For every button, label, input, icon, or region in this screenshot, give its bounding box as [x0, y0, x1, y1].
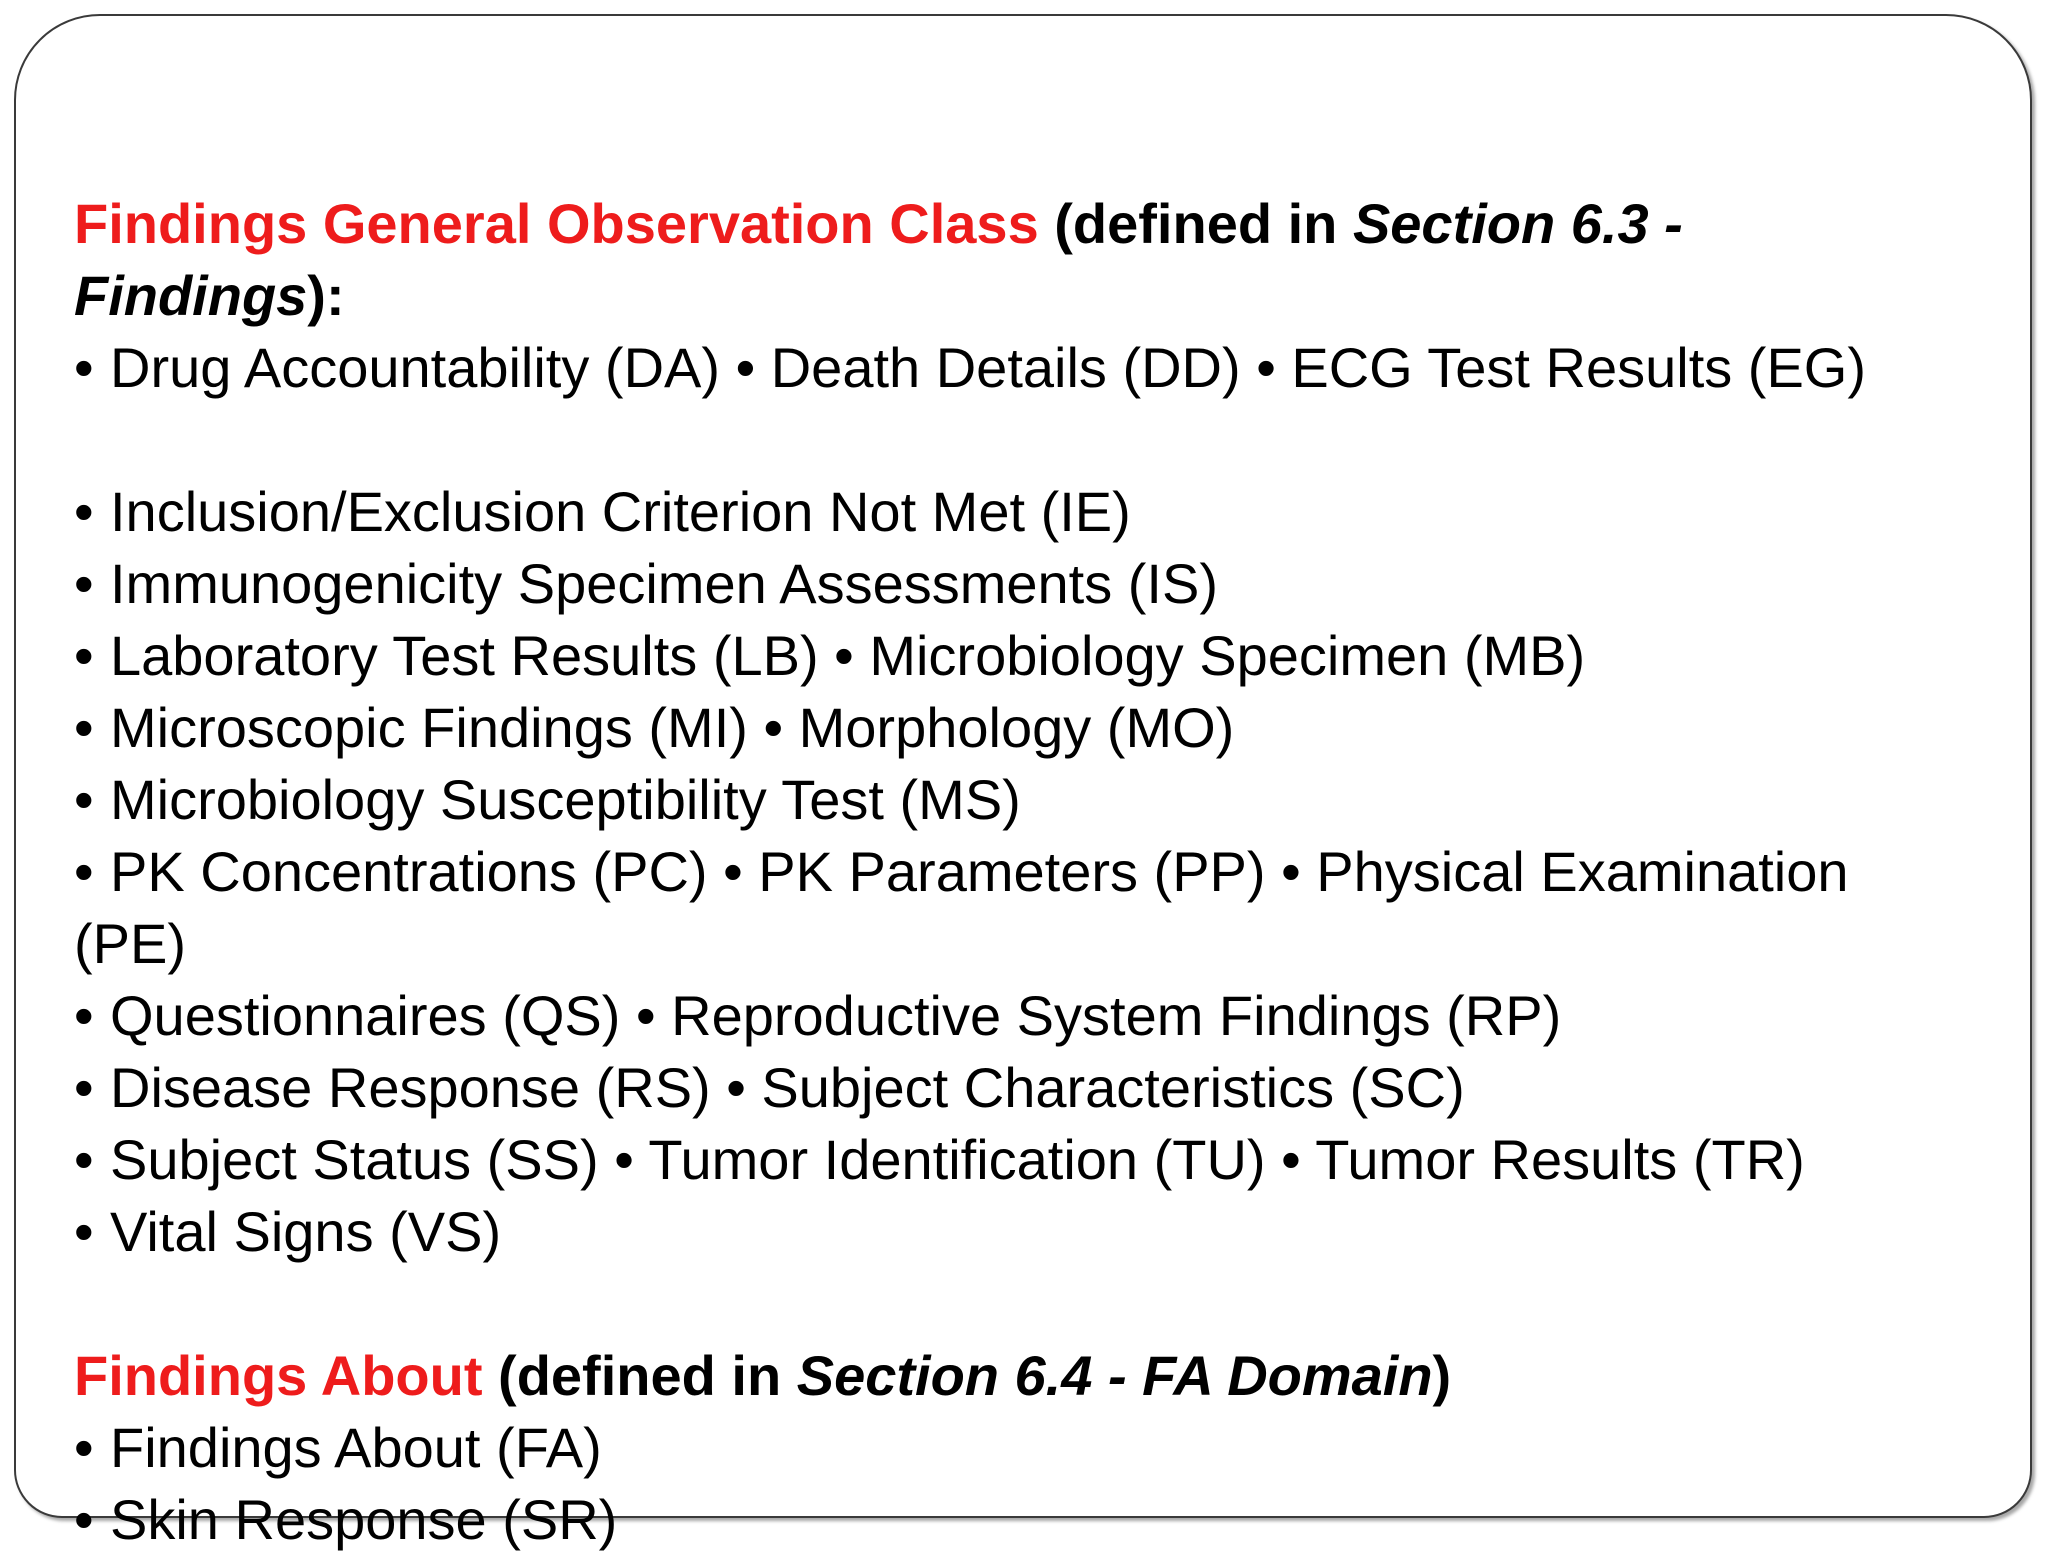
findings-heading-line-1 [74, 188, 2004, 260]
list-item-text: Findings About (FA) [110, 1416, 602, 1479]
list-item-text: Microscopic Findings (MI) • Morphology (MO) [110, 696, 1235, 759]
list-item [74, 1412, 2004, 1484]
bullet: • [74, 696, 94, 759]
list-item-text: Microbiology Susceptibility Test (MS) [110, 768, 1021, 831]
list-item-text: Questionnaires (QS) • Reproductive System Findings (RP) [110, 984, 1562, 1047]
findings-heading-close: ): [307, 264, 345, 327]
findings-about-close: ) [1432, 1344, 1452, 1407]
bullet: • [74, 624, 94, 687]
findings-about-heading [74, 1340, 2004, 1412]
bullet: • [74, 984, 94, 1047]
list-item-text: Vital Signs (VS) [110, 1200, 502, 1263]
findings-heading-title: Findings General Observation Class [74, 192, 1039, 255]
list-item [74, 1052, 2004, 1124]
list-item [74, 548, 2004, 620]
list-item [74, 620, 2004, 692]
bullet: • [74, 1488, 94, 1551]
list-item [74, 836, 2004, 908]
bullet: • [74, 768, 94, 831]
bullet: • [74, 1200, 94, 1263]
blank-line [74, 404, 2004, 476]
findings-about-title: Findings About [74, 1344, 483, 1407]
findings-about-section-ref: Section 6.4 - FA Domain [796, 1344, 1433, 1407]
list-item [74, 764, 2004, 836]
list-item-text: (PE) [74, 912, 186, 975]
list-item [74, 692, 2004, 764]
findings-heading-line-2 [74, 260, 2004, 332]
list-item-text: Drug Accountability (DA) • Death Details (DD) • ECG Test Results (EG) [110, 336, 1867, 399]
bullet: • [74, 1128, 94, 1191]
list-item-continuation [74, 908, 2004, 980]
findings-about-defined-in: (defined in [482, 1344, 797, 1407]
bullet: • [74, 840, 94, 903]
list-item [74, 1196, 2004, 1268]
bullet: • [74, 480, 94, 543]
findings-heading-section-name: Findings [74, 264, 308, 327]
list-item-text: Subject Status (SS) • Tumor Identification (TU) • Tumor Results (TR) [110, 1128, 1805, 1191]
list-item-text: Immunogenicity Specimen Assessments (IS) [110, 552, 1218, 615]
blank-line [74, 1268, 2004, 1340]
list-item-text: Inclusion/Exclusion Criterion Not Met (IE) [110, 480, 1131, 543]
bullet: • [74, 1056, 94, 1119]
list-item-text: Disease Response (RS) • Subject Characteristics (SC) [110, 1056, 1465, 1119]
bullet: • [74, 336, 94, 399]
list-item [74, 1124, 2004, 1196]
list-item [74, 332, 2004, 404]
bullet: • [74, 552, 94, 615]
findings-heading-section-ref: Section 6.3 - [1352, 192, 1683, 255]
list-item [74, 476, 2004, 548]
list-item [74, 980, 2004, 1052]
list-item-text: Skin Response (SR) [110, 1488, 618, 1551]
list-item [74, 1484, 2004, 1556]
findings-heading-defined-in: (defined in [1038, 192, 1353, 255]
slide-content [74, 188, 2004, 1556]
list-item-text: Laboratory Test Results (LB) • Microbiology Specimen (MB) [110, 624, 1586, 687]
bullet: • [74, 1416, 94, 1479]
list-item-text: PK Concentrations (PC) • PK Parameters (PP) • Physical Examination [110, 840, 1849, 903]
